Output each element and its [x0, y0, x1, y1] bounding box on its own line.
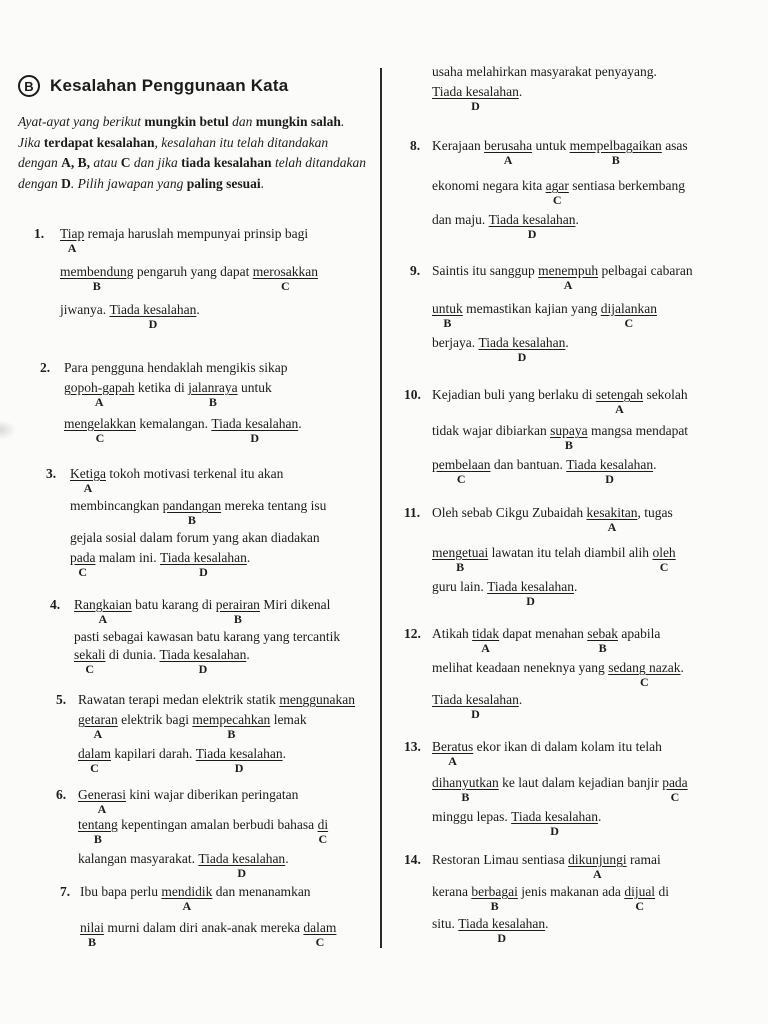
underlined-word: Tiap A: [60, 226, 85, 255]
question-line: [64, 380, 272, 409]
sentence-text: ke laut dalam kejadian banjir: [498, 775, 663, 790]
option-letter-b: B: [564, 438, 573, 452]
instr-text: paling sesuai: [186, 175, 261, 191]
underlined-word: mengetuai B: [432, 545, 489, 574]
underlined-word: mempelbagaikan B: [569, 138, 662, 167]
sentence-text: .: [246, 647, 250, 662]
option-letter-c: C: [85, 662, 95, 676]
option-letter-d: D: [148, 317, 158, 331]
question-line: [432, 916, 549, 945]
question-line: [432, 739, 662, 768]
underlined-word: Tiada kesalahan D: [109, 302, 197, 331]
sentence-text: minggu lepas.: [432, 809, 512, 824]
sentence-text: kini wajar diberikan peringatan: [125, 787, 299, 802]
question-4: [50, 597, 370, 683]
question-line: [432, 809, 602, 838]
option-letter-a: A: [503, 153, 513, 167]
question-line: [78, 851, 289, 880]
underlined-word: sekali C: [74, 647, 106, 676]
sentence-text: melihat keadaan neneknya yang: [432, 660, 609, 675]
underlined-word: Ketiga A: [70, 466, 106, 495]
underlined-word: mendidik A: [161, 884, 213, 913]
option-letter-c: C: [90, 761, 99, 775]
question-line: [74, 647, 250, 676]
sentence-text: usaha melahirkan masyarakat penyayang.: [432, 64, 657, 79]
option-letter-b: B: [611, 153, 620, 167]
sentence-text: ekor ikan di dalam kolam itu telah: [473, 739, 662, 754]
question-line: [432, 884, 669, 913]
instr-text: mungkin salah: [255, 114, 341, 129]
sentence-text: asas: [661, 138, 688, 153]
sentence-text: .: [518, 692, 523, 707]
underlined-word: menempuh A: [538, 263, 599, 292]
underlined-word: kesakitan A: [586, 505, 638, 534]
option-letter-d: D: [234, 761, 244, 775]
underlined-word: mempecahkan B: [192, 712, 271, 741]
sentence-text: untuk: [532, 138, 570, 153]
underlined-word: pada C: [70, 550, 96, 579]
option-letter-d: D: [199, 565, 208, 579]
sentence-text: ketika di: [134, 380, 189, 395]
sentence-text: lawatan itu telah diambil alih: [488, 545, 653, 560]
sentence-text: pengaruh yang dapat: [133, 264, 253, 279]
sentence-text: di dunia.: [105, 647, 160, 662]
question-line: [78, 746, 286, 775]
sentence-text: untuk: [237, 380, 272, 395]
question-line: [70, 530, 320, 546]
sentence-text: .: [653, 457, 657, 472]
instr-text: dan jika: [133, 155, 178, 170]
question-11: [404, 505, 762, 615]
question-line: [432, 692, 523, 721]
sentence-text: Saintis itu sanggup: [432, 263, 539, 278]
option-letter-a: A: [615, 402, 624, 416]
sentence-text: Kerajaan: [432, 138, 485, 153]
option-letter-b: B: [490, 899, 499, 913]
question-line: [432, 212, 579, 241]
option-letter-a: A: [607, 520, 617, 534]
underlined-word: untuk B: [432, 301, 463, 330]
underlined-word: sedang nazak C: [608, 660, 681, 689]
option-letter-d: D: [517, 350, 527, 364]
sentence-text: .: [246, 550, 251, 565]
underlined-word: Tiada kesalahan D: [566, 457, 654, 486]
sentence-text: apabila: [617, 626, 661, 641]
option-letter-c: C: [670, 790, 680, 804]
option-letter-b: B: [92, 279, 101, 293]
question-number: 6.: [56, 787, 67, 802]
sentence-text: dan menanamkan: [212, 884, 311, 899]
option-letter-c: C: [552, 193, 562, 207]
question-line: [432, 84, 523, 113]
underlined-word: berusaha A: [484, 138, 533, 167]
option-letter-b: B: [456, 560, 465, 574]
sentence-text: memastikan kajian yang: [462, 301, 601, 316]
underlined-word: Tiada kesalahan D: [511, 809, 598, 838]
question-7-continued: [410, 64, 762, 120]
underlined-word: dijalankan C: [600, 301, 657, 330]
question-line: [64, 416, 302, 445]
question-number: 12.: [404, 626, 421, 641]
sentence-text: Miri dikenal: [259, 597, 331, 612]
sentence-text: jenis makanan ada: [517, 884, 625, 899]
sentence-text: .: [298, 416, 302, 431]
sentence-text: kapilari darah.: [111, 746, 196, 761]
question-line: [432, 852, 661, 881]
underlined-word: pembelaan C: [432, 457, 491, 486]
underlined-word: tentang B: [78, 817, 118, 846]
option-letter-d: D: [198, 662, 208, 676]
sentence-text: pelbagai cabaran: [598, 263, 693, 278]
underlined-word: Generasi A: [78, 787, 126, 816]
question-line: [74, 629, 340, 645]
sentence-text: ramai: [626, 852, 661, 867]
question-line: [78, 692, 355, 708]
question-line: [432, 626, 661, 655]
question-number: 3.: [46, 466, 57, 481]
sentence-text: tidak wajar dibiarkan: [432, 423, 551, 438]
underlined-word: Tiada kesalahan D: [432, 84, 519, 113]
sentence-text: guru lain.: [432, 579, 488, 594]
option-letter-b: B: [187, 513, 196, 527]
option-letter-a: A: [97, 802, 107, 816]
sentence-text: batu karang di: [131, 597, 216, 612]
underlined-word: Beratus A: [432, 739, 474, 768]
question-8: [410, 138, 762, 248]
sentence-text: .: [196, 302, 200, 317]
underlined-word: Tiada kesalahan D: [211, 416, 299, 445]
question-line: [432, 138, 688, 167]
underlined-word: merosakkan C: [252, 264, 318, 293]
instr-text: atau: [93, 155, 118, 170]
sentence-text: mangsa mendapat: [587, 423, 689, 438]
instr-text: mungkin betul: [144, 114, 229, 129]
question-number: 14.: [404, 852, 421, 867]
option-letter-a: A: [593, 867, 602, 881]
option-letter-c: C: [624, 316, 634, 330]
underlined-word: Tiada kesalahan D: [198, 851, 286, 880]
question-6: [56, 787, 370, 887]
option-letter-b: B: [93, 832, 102, 846]
underlined-word: dihanyutkan B: [432, 775, 499, 804]
question-number: 13.: [404, 739, 421, 754]
underlined-word: membendung B: [60, 264, 134, 293]
option-letter-d: D: [471, 99, 480, 113]
question-line: [64, 360, 287, 376]
question-line: [78, 712, 307, 741]
sentence-text: Rawatan terapi medan elektrik statik: [78, 692, 280, 707]
question-number: 11.: [404, 505, 421, 520]
option-letter-a: A: [98, 612, 108, 626]
question-line: [80, 920, 337, 949]
question-line: [432, 457, 657, 486]
instr-text: terdapat kesalahan: [43, 134, 155, 150]
underlined-word: gopoh-gapah A: [64, 380, 135, 409]
question-line: [70, 498, 327, 527]
section-header: [18, 74, 288, 98]
sentence-text: dan bantuan.: [490, 457, 567, 472]
option-letter-b: B: [233, 612, 242, 626]
instr-text: . Pilih jawapan yang: [70, 175, 184, 191]
underlined-word: Tiada kesalahan D: [195, 746, 283, 775]
question-line: [432, 775, 688, 804]
sentence-text: Atikah: [432, 626, 473, 641]
question-line: [60, 264, 318, 293]
option-letter-a: A: [94, 395, 104, 409]
instr-text: tiada kesalahan: [181, 155, 272, 170]
sentence-text: sentiasa berkembang: [568, 178, 686, 193]
question-number: 4.: [50, 597, 61, 612]
underlined-word: Tiada kesalahan D: [432, 692, 519, 721]
underlined-word: getaran A: [78, 712, 118, 741]
question-line: [70, 550, 251, 579]
question-line: [432, 387, 688, 416]
sentence-text: , tugas: [637, 505, 673, 520]
sentence-text: dapat menahan: [499, 626, 588, 641]
sentence-text: Oleh sebab Cikgu Zubaidah: [432, 505, 587, 520]
instr-text: , kesalahan itu telah ditandakan dengan: [18, 134, 329, 170]
question-number: 7.: [60, 884, 71, 899]
question-13: [404, 739, 762, 845]
question-2: [40, 360, 370, 452]
underlined-word: pada C: [662, 775, 688, 804]
question-line: [74, 597, 331, 626]
underlined-word: Tiada kesalahan D: [478, 335, 566, 364]
sentence-text: .: [680, 660, 684, 675]
option-letter-c: C: [318, 832, 328, 846]
option-letter-c: C: [659, 560, 669, 574]
question-line: [432, 263, 693, 292]
question-line: [70, 466, 284, 495]
sentence-text: Kejadian buli yang berlaku di: [432, 387, 596, 402]
option-letter-d: D: [471, 707, 480, 721]
underlined-word: sebak B: [587, 626, 618, 655]
instr-text: telah ditandakan dengan: [18, 155, 367, 191]
sentence-text: gejala sosial dalam forum yang akan diadakan: [70, 530, 320, 545]
question-number: 10.: [404, 387, 421, 402]
instr-text: .: [260, 175, 265, 191]
underlined-word: pandangan B: [162, 498, 222, 527]
question-number: 8.: [410, 138, 421, 153]
option-letter-a: A: [83, 481, 93, 495]
option-letter-d: D: [527, 227, 537, 241]
question-number: 2.: [40, 360, 51, 375]
question-line: [78, 817, 329, 846]
underlined-word: nilai B: [80, 920, 104, 949]
sentence-text: .: [573, 579, 578, 594]
underlined-word: Rangkaian A: [74, 597, 132, 626]
instr-text: . Jika: [18, 114, 345, 150]
question-9: [410, 263, 762, 371]
sentence-text: Restoran Limau sentiasa: [432, 852, 569, 867]
question-number: 1.: [34, 226, 45, 241]
underlined-word: Tiada kesalahan D: [458, 916, 546, 945]
option-letter-d: D: [250, 431, 260, 445]
underlined-word: berbagai B: [471, 884, 518, 913]
sentence-text: Ibu bapa perlu: [80, 884, 162, 899]
sentence-text: dan maju.: [432, 212, 489, 227]
underlined-word: jalanraya B: [188, 380, 238, 409]
question-line: [432, 505, 673, 534]
option-letter-a: A: [481, 641, 490, 655]
option-letter-d: D: [605, 472, 614, 486]
underlined-word: dalam C: [78, 746, 111, 775]
question-line: [78, 787, 299, 816]
sentence-text: situ.: [432, 916, 459, 931]
sentence-text: kemalangan.: [135, 416, 212, 431]
sentence-text: murni dalam diri anak-anak mereka: [104, 920, 304, 935]
question-line: [60, 302, 200, 331]
question-1: [34, 226, 370, 338]
sentence-text: di: [655, 884, 669, 899]
option-letter-b: B: [598, 641, 607, 655]
underlined-word: Tiada kesalahan D: [159, 647, 247, 676]
section-badge: B: [18, 75, 40, 97]
option-letter-b: B: [461, 790, 470, 804]
sentence-text: .: [575, 212, 579, 227]
option-letter-d: D: [237, 866, 247, 880]
sentence-text: kepentingan amalan berbudi bahasa: [117, 817, 318, 832]
sentence-text: berjaya.: [432, 335, 479, 350]
sentence-text: jiwanya.: [60, 302, 110, 317]
question-3: [46, 466, 370, 586]
sentence-text: remaja haruslah mempunyai prinsip bagi: [84, 226, 309, 241]
section-title: Kesalahan Penggunaan Kata: [50, 76, 289, 95]
underlined-word: Tiada kesalahan D: [159, 550, 247, 579]
sentence-text: lemak: [270, 712, 307, 727]
sentence-text: mereka tentang isu: [221, 498, 327, 513]
underlined-word: oleh C: [652, 545, 676, 574]
question-line: [432, 335, 569, 364]
question-line: [432, 423, 689, 452]
sentence-text: ekonomi negara kita: [432, 178, 546, 193]
option-letter-a: A: [182, 899, 192, 913]
instr-text: D: [61, 175, 71, 191]
underlined-word: supaya B: [550, 423, 588, 452]
sentence-text: .: [597, 809, 602, 824]
option-letter-b: B: [227, 727, 236, 741]
instr-text: dan: [232, 114, 253, 129]
scan-smudge: [0, 420, 16, 440]
question-line: [80, 884, 311, 913]
sentence-text: pasti sebagai kawasan batu karang yang tercantik: [74, 629, 341, 644]
option-letter-a: A: [563, 278, 573, 292]
question-line: [432, 301, 657, 330]
underlined-word: Tiada kesalahan D: [487, 579, 574, 608]
underlined-word: menggunakan: [279, 692, 356, 707]
sentence-text: .: [545, 916, 549, 931]
question-line: [432, 178, 686, 207]
underlined-word: perairan B: [215, 597, 260, 626]
option-letter-c: C: [95, 431, 105, 445]
sentence-text: elektrik bagi: [117, 712, 193, 727]
option-letter-c: C: [78, 565, 88, 579]
sentence-text: sekolah: [643, 387, 688, 402]
underlined-word: tidak A: [472, 626, 500, 655]
sentence-text: .: [518, 84, 523, 99]
sentence-text: membincangkan: [70, 498, 163, 513]
question-line: [432, 545, 676, 574]
option-letter-a: A: [67, 241, 77, 255]
question-line: [432, 64, 657, 80]
option-letter-d: D: [497, 931, 507, 945]
sentence-text: .: [282, 746, 286, 761]
question-5: [56, 692, 370, 782]
sentence-text: Para pengguna hendaklah mengikis sikap: [64, 360, 288, 375]
question-line: [432, 660, 684, 689]
sentence-text: .: [565, 335, 569, 350]
option-letter-b: B: [443, 316, 452, 330]
option-letter-a: A: [93, 727, 103, 741]
option-letter-c: C: [280, 279, 290, 293]
column-divider: [380, 68, 382, 948]
instr-text: Ayat-ayat yang berikut: [18, 114, 141, 129]
option-letter-c: C: [640, 675, 649, 689]
underlined-word: agar C: [545, 178, 569, 207]
underlined-word: dikunjungi A: [568, 852, 627, 881]
option-letter-d: D: [526, 594, 535, 608]
option-letter-d: D: [550, 824, 559, 838]
question-number: 5.: [56, 692, 67, 707]
sentence-text: malam ini.: [95, 550, 160, 565]
option-letter-c: C: [456, 472, 466, 486]
sentence-text: kalangan masyarakat.: [78, 851, 199, 866]
underlined-word: mengelakkan C: [64, 416, 136, 445]
option-letter-b: B: [87, 935, 97, 949]
sentence-text: .: [285, 851, 289, 866]
question-7: [60, 884, 370, 956]
instructions: [18, 112, 370, 194]
question-number: 9.: [410, 263, 421, 278]
question-12: [404, 626, 762, 728]
option-letter-b: B: [208, 395, 217, 409]
underlined-word: dalam C: [303, 920, 337, 949]
underlined-word: setengah A: [595, 387, 644, 416]
underlined-word: Tiada kesalahan D: [488, 212, 576, 241]
sentence-text: kerana: [432, 884, 472, 899]
underlined-word: di C: [317, 817, 329, 846]
question-line: [432, 579, 578, 608]
question-line: [60, 226, 309, 255]
option-letter-c: C: [635, 899, 645, 913]
instr-text: C: [120, 155, 131, 170]
underlined-word: dijual C: [624, 884, 656, 913]
question-14: [404, 852, 762, 952]
question-10: [404, 387, 762, 493]
option-letter-c: C: [315, 935, 325, 949]
instr-text: A, B,: [61, 155, 91, 170]
sentence-text: tokoh motivasi terkenal itu akan: [106, 466, 284, 481]
option-letter-a: A: [448, 754, 457, 768]
